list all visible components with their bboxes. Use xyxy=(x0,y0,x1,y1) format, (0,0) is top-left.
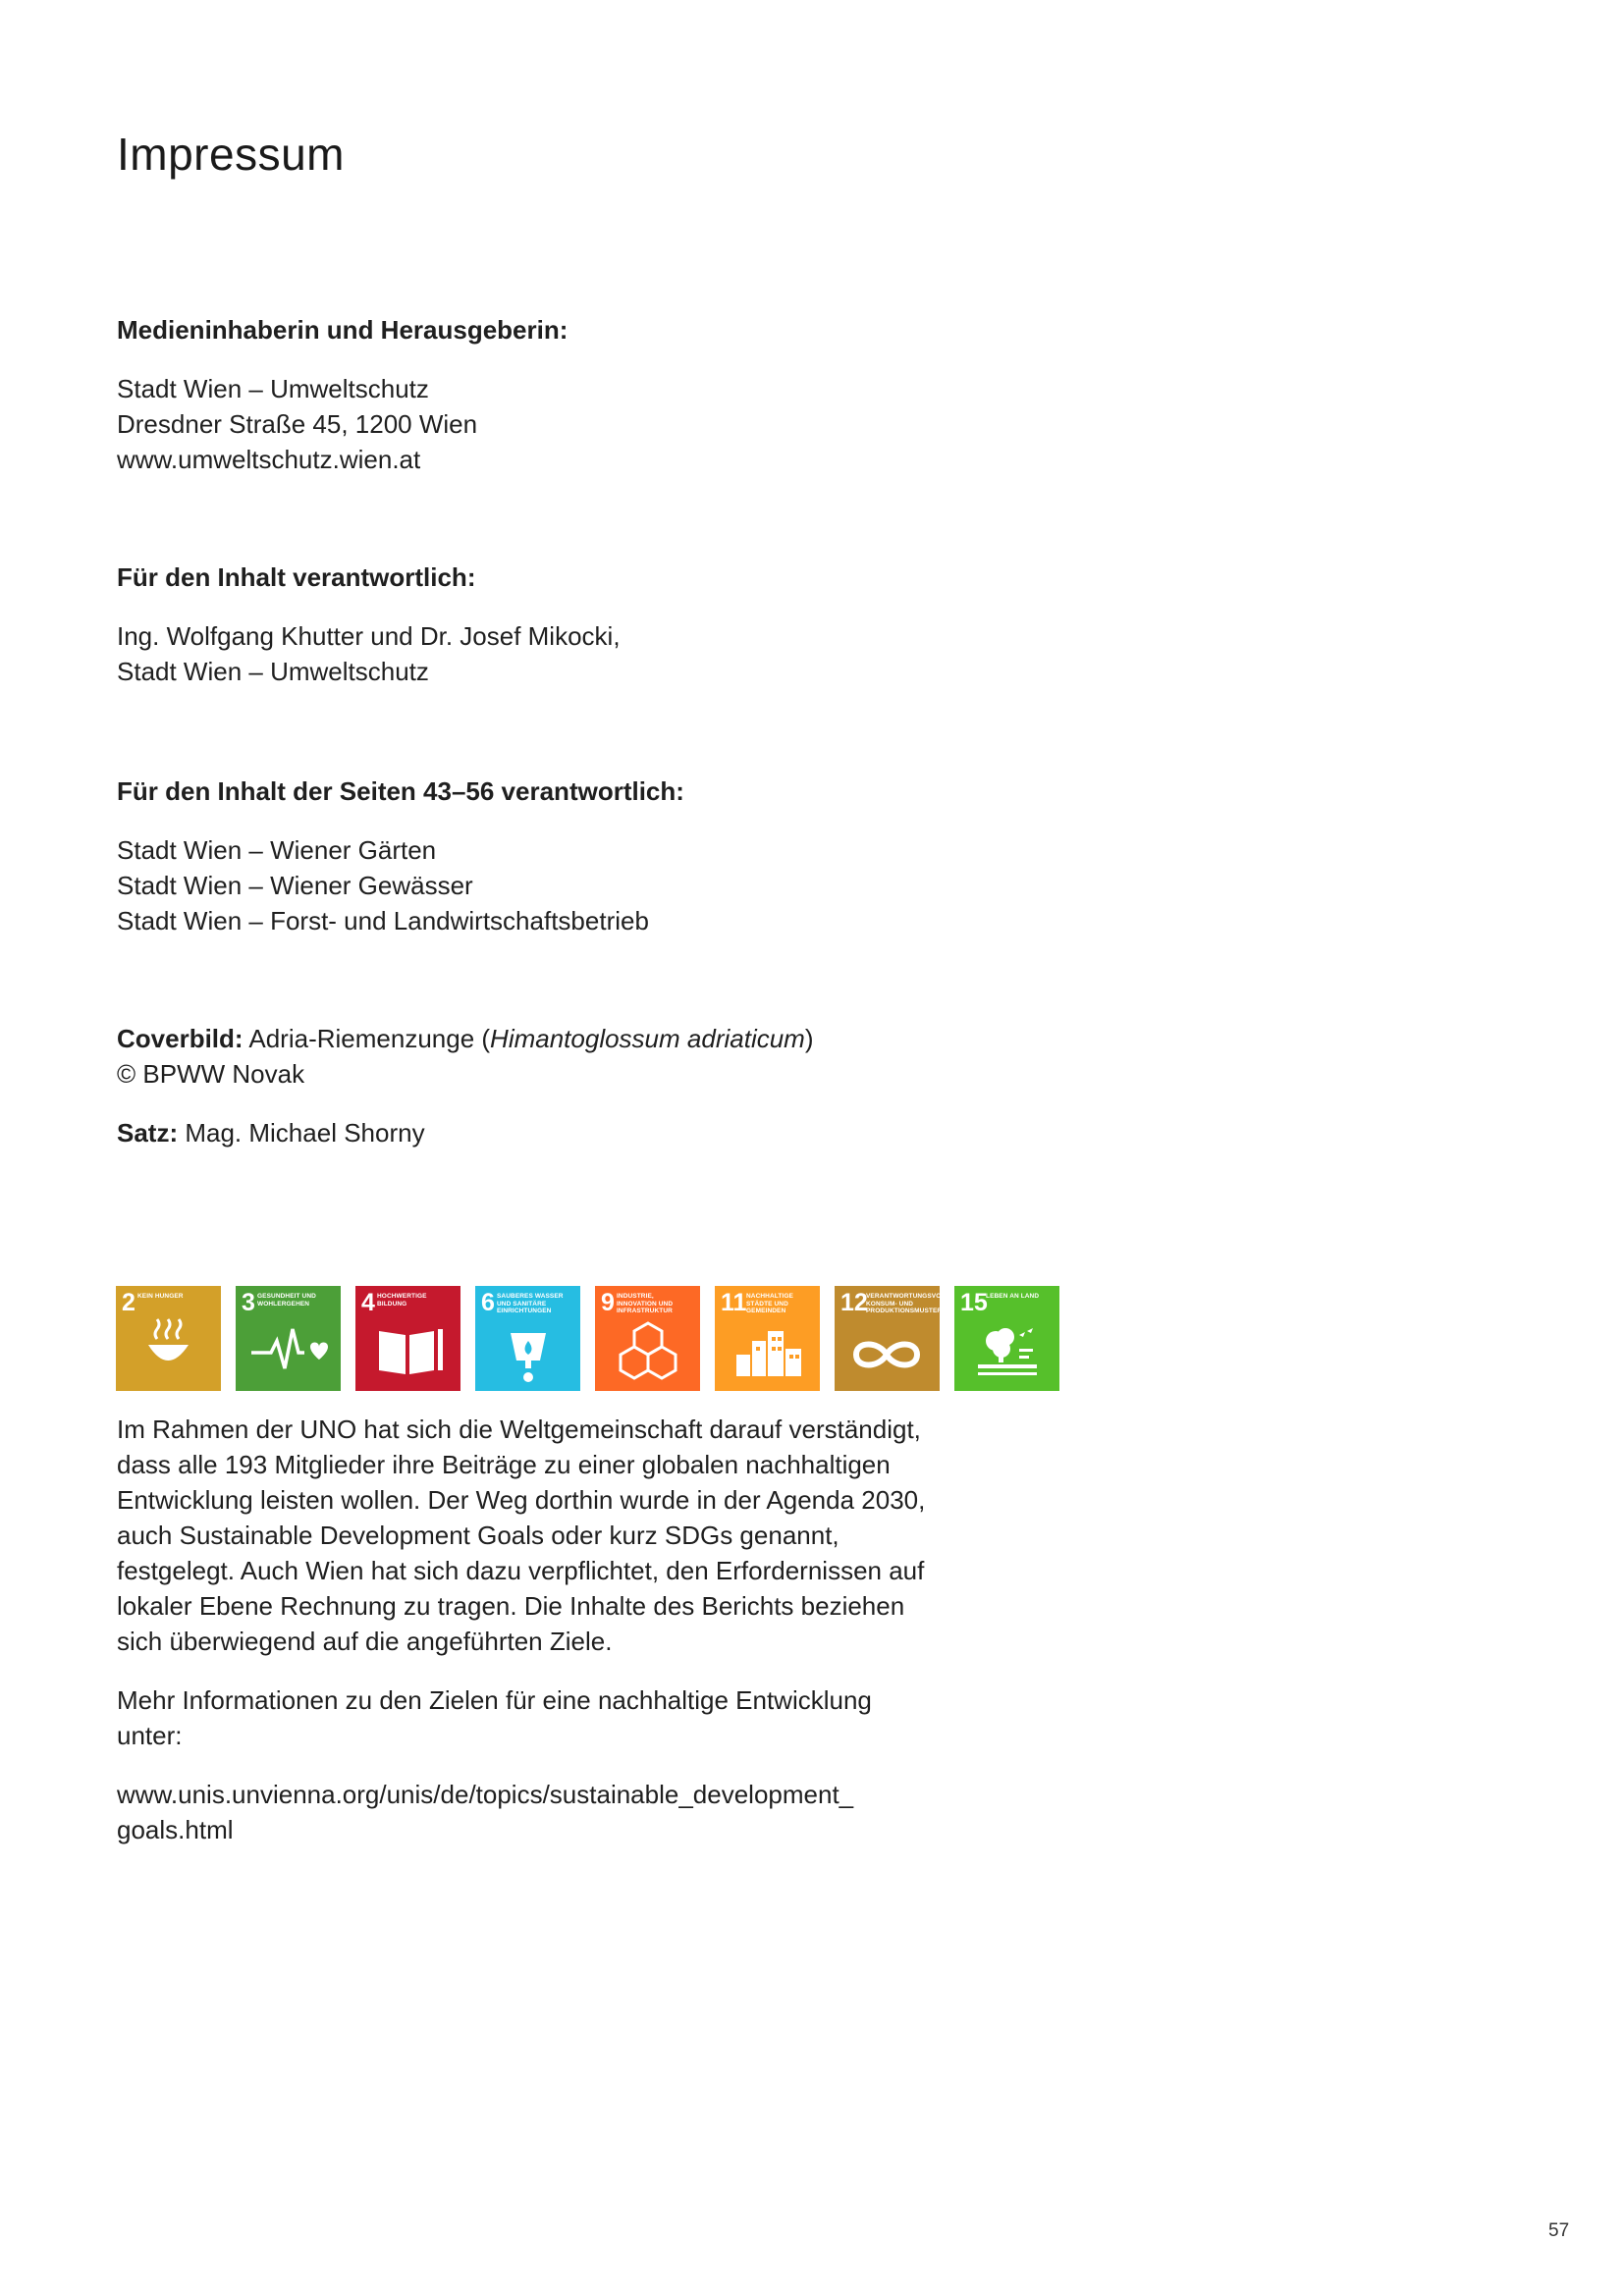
page-title: Impressum xyxy=(117,129,345,180)
sdg-12-tile xyxy=(835,1286,953,1391)
sdg-number: 12 xyxy=(840,1289,868,1316)
typesetting-label: Satz: xyxy=(117,1118,179,1148)
sdg-number: 2 xyxy=(122,1289,135,1316)
sdg-icons-row xyxy=(116,1286,1059,1391)
more-info-text: Mehr Informationen zu den Zielen für eine nachhaltige Entwicklung unter: xyxy=(117,1685,872,1750)
responsible-pages-heading: Für den Inhalt der Seiten 43–56 verantwortlich: xyxy=(117,776,684,806)
page-number: 57 xyxy=(1548,2220,1570,2241)
sdg-3-tile xyxy=(236,1286,341,1391)
sdg-2-tile xyxy=(116,1286,221,1391)
responsible-pages-line: Stadt Wien – Wiener Gärten xyxy=(117,835,437,865)
sdg-number: 6 xyxy=(481,1289,495,1316)
sdg-description xyxy=(117,1412,942,1871)
sdg-9-tile xyxy=(595,1286,700,1391)
responsible-heading: Für den Inhalt verantwortlich: xyxy=(117,562,476,592)
cubes-icon xyxy=(595,1286,700,1391)
typesetting-credit xyxy=(117,1115,425,1150)
cover-copyright: © BPWW Novak xyxy=(117,1059,305,1089)
cover-label: Coverbild: xyxy=(117,1024,244,1053)
cover-line xyxy=(117,1021,814,1056)
sdg-paragraph: Im Rahmen der UNO hat sich die Weltgemeinschaft darauf verständigt, dass alle 193 Mitglieder ihre Beiträge zu einer globalen nachhaltigen Entwicklung leisten wollen. Der Weg dorthin wurde in der Agenda 2030, auch Sustainable Development Goals oder kurz SDGs genannt, festgelegt. Auch Wien hat sich dazu verpflichtet, den Erfordernissen auf lokaler Ebene Rechnung zu tragen. Die Inhalte des Berichts beziehen sich überwiegend auf die angeführten Ziele. xyxy=(117,1415,926,1656)
cover-species: Himantoglossum adriaticum xyxy=(490,1024,805,1053)
responsible-line: Ing. Wolfgang Khutter und Dr. Josef Mikocki, xyxy=(117,621,621,651)
book-icon xyxy=(355,1286,460,1391)
sdg-label: NACHHALTIGE STÄDTE UND GEMEINDEN xyxy=(746,1293,793,1314)
sdg-label: LEBEN AN LAND xyxy=(986,1293,1040,1300)
infinity-icon xyxy=(835,1286,953,1391)
water-drop-icon xyxy=(475,1286,580,1391)
sdg-label: SAUBERES WASSER UND SANITÄRE EINRICHTUNGEN xyxy=(497,1293,564,1314)
sdg-number: 3 xyxy=(242,1289,255,1316)
city-icon xyxy=(715,1286,820,1391)
owner-heading: Medieninhaberin und Herausgeberin: xyxy=(117,315,568,345)
sdg-number: 4 xyxy=(361,1289,375,1316)
sdg-6-tile xyxy=(475,1286,580,1391)
owner-line: Dresdner Straße 45, 1200 Wien xyxy=(117,409,478,439)
un-sdg-link[interactable]: www.unis.unvienna.org/unis/de/topics/sustainable_development_ goals.html xyxy=(117,1780,854,1844)
responsible-line: Stadt Wien – Umweltschutz xyxy=(117,657,429,686)
responsible-pages-section xyxy=(117,774,684,938)
heartbeat-icon xyxy=(236,1286,341,1391)
sdg-4-tile xyxy=(355,1286,460,1391)
sdg-number: 9 xyxy=(601,1289,615,1316)
typesetting-line xyxy=(117,1115,425,1150)
sdg-label: INDUSTRIE, INNOVATION UND INFRASTRUKTUR xyxy=(617,1293,674,1314)
responsible-section xyxy=(117,560,621,689)
sdg-11-tile xyxy=(715,1286,820,1391)
sdg-label: VERANTWORTUNGSVOLLE KONSUM- UND PRODUKTIONSMUSTER xyxy=(866,1293,953,1314)
bowl-icon xyxy=(116,1286,221,1391)
sdg-label: HOCHWERTIGE BILDUNG xyxy=(377,1293,427,1308)
cover-credit xyxy=(117,1021,814,1092)
sdg-15-tile xyxy=(954,1286,1059,1391)
cover-text-after: ) xyxy=(804,1024,814,1053)
sdg-label: GESUNDHEIT UND WOHLERGEHEN xyxy=(257,1293,316,1308)
owner-section xyxy=(117,312,568,477)
cover-text-before: Adria-Riemenzunge ( xyxy=(243,1024,491,1053)
sdg-number: 15 xyxy=(960,1289,988,1316)
owner-line: Stadt Wien – Umweltschutz xyxy=(117,374,429,403)
sdg-number: 11 xyxy=(721,1289,747,1316)
responsible-pages-line: Stadt Wien – Forst- und Landwirtschaftsbetrieb xyxy=(117,906,649,935)
responsible-pages-line: Stadt Wien – Wiener Gewässer xyxy=(117,871,473,900)
tree-icon xyxy=(954,1286,1059,1391)
sdg-label: KEIN HUNGER xyxy=(137,1293,184,1300)
owner-website-link[interactable]: www.umweltschutz.wien.at xyxy=(117,445,421,474)
typesetting-name: Mag. Michael Shorny xyxy=(178,1118,425,1148)
